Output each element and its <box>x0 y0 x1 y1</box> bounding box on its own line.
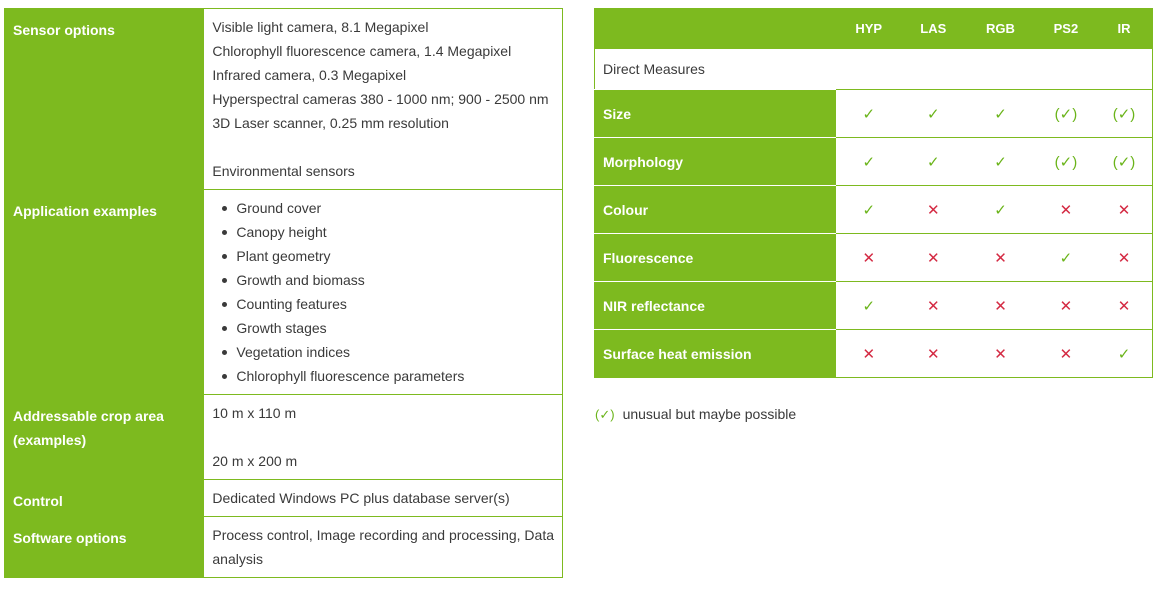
row-label: Surface heat emission <box>595 330 837 378</box>
spec-value-software <box>203 517 562 578</box>
maybe-check-icon: (✓) <box>595 407 615 422</box>
cross-icon: ✕ <box>965 234 1036 282</box>
check-icon: ✓ <box>965 138 1036 186</box>
spec-value-application <box>203 190 562 395</box>
area-line: 20 m x 200 m <box>212 453 298 469</box>
header-blank-cell <box>595 9 837 49</box>
cross-icon: ✕ <box>965 282 1036 330</box>
table-row <box>595 90 1153 138</box>
spec-value-control <box>203 480 562 517</box>
column-header: RGB <box>965 9 1036 49</box>
spec-row-area <box>5 395 563 480</box>
row-label: Colour <box>595 186 837 234</box>
cross-icon: ✕ <box>1036 282 1096 330</box>
list-item: Growth stages <box>236 316 554 340</box>
check-icon: ✓ <box>1096 330 1152 378</box>
spec-label-application: Application examples <box>5 190 204 395</box>
check-icon: ✓ <box>901 90 965 138</box>
cross-icon: ✕ <box>1096 282 1152 330</box>
spec-row-application <box>5 190 563 395</box>
sensor-comparison-table <box>594 8 1153 378</box>
table-row <box>595 186 1153 234</box>
row-label: Morphology <box>595 138 837 186</box>
legend-text: unusual but maybe possible <box>622 406 797 422</box>
maybe-check-icon: (✓) <box>1036 138 1096 186</box>
cross-icon: ✕ <box>965 330 1036 378</box>
maybe-check-icon: (✓) <box>1096 90 1152 138</box>
table-row <box>595 330 1153 378</box>
software-line: Process control, Image recording and processing, Data <box>212 527 554 543</box>
table-row <box>595 282 1153 330</box>
comparison-header-row <box>595 9 1153 49</box>
cross-icon: ✕ <box>1096 234 1152 282</box>
check-icon: ✓ <box>965 90 1036 138</box>
check-icon: ✓ <box>836 282 901 330</box>
spec-label-control: Control <box>5 480 204 517</box>
software-line: analysis <box>212 551 263 567</box>
spec-label-sensor: Sensor options <box>5 9 204 190</box>
cross-icon: ✕ <box>836 330 901 378</box>
check-icon: ✓ <box>1036 234 1096 282</box>
table-row <box>595 138 1153 186</box>
table-row <box>595 234 1153 282</box>
check-icon: ✓ <box>836 90 901 138</box>
area-label-line: (examples) <box>13 432 87 448</box>
legend <box>595 406 796 423</box>
cross-icon: ✕ <box>1036 330 1096 378</box>
spec-row-sensor <box>5 9 563 190</box>
maybe-check-icon: (✓) <box>1036 90 1096 138</box>
cross-icon: ✕ <box>901 186 965 234</box>
spec-label-software: Software options <box>5 517 204 578</box>
cross-icon: ✕ <box>901 234 965 282</box>
column-header: LAS <box>901 9 965 49</box>
check-icon: ✓ <box>901 138 965 186</box>
spec-label-area <box>5 395 204 480</box>
specification-table <box>4 8 563 578</box>
list-item: Growth and biomass <box>236 268 554 292</box>
sensor-line: Infrared camera, 0.3 Megapixel <box>212 67 407 83</box>
section-label: Direct Measures <box>595 49 1153 90</box>
section-row <box>595 49 1153 90</box>
column-header: HYP <box>836 9 901 49</box>
check-icon: ✓ <box>836 186 901 234</box>
spec-row-software <box>5 517 563 578</box>
spec-value-sensor <box>203 9 562 190</box>
sensor-line: 3D Laser scanner, 0.25 mm resolution <box>212 115 449 131</box>
column-header: PS2 <box>1036 9 1096 49</box>
cross-icon: ✕ <box>901 282 965 330</box>
application-list <box>212 196 554 388</box>
cross-icon: ✕ <box>836 234 901 282</box>
sensor-line: Environmental sensors <box>212 163 355 179</box>
column-header: IR <box>1096 9 1152 49</box>
list-item: Plant geometry <box>236 244 554 268</box>
area-line: 10 m x 110 m <box>212 405 297 421</box>
check-icon: ✓ <box>836 138 901 186</box>
sensor-line: Hyperspectral cameras 380 - 1000 nm; 900 - 2500 nm <box>212 91 549 107</box>
list-item: Chlorophyll fluorescence parameters <box>236 364 554 388</box>
list-item: Vegetation indices <box>236 340 554 364</box>
spec-row-control <box>5 480 563 517</box>
list-item: Counting features <box>236 292 554 316</box>
row-label: Size <box>595 90 837 138</box>
row-label: Fluorescence <box>595 234 837 282</box>
sensor-line: Chlorophyll fluorescence camera, 1.4 Megapixel <box>212 43 512 59</box>
area-label-line: Addressable crop area <box>13 408 164 424</box>
cross-icon: ✕ <box>1036 186 1096 234</box>
row-label: NIR reflectance <box>595 282 837 330</box>
control-line: Dedicated Windows PC plus database server(s) <box>212 490 510 506</box>
spec-value-area <box>203 395 562 480</box>
list-item: Ground cover <box>236 196 554 220</box>
check-icon: ✓ <box>965 186 1036 234</box>
list-item: Canopy height <box>236 220 554 244</box>
sensor-line: Visible light camera, 8.1 Megapixel <box>212 19 429 35</box>
maybe-check-icon: (✓) <box>1096 138 1152 186</box>
cross-icon: ✕ <box>1096 186 1152 234</box>
cross-icon: ✕ <box>901 330 965 378</box>
